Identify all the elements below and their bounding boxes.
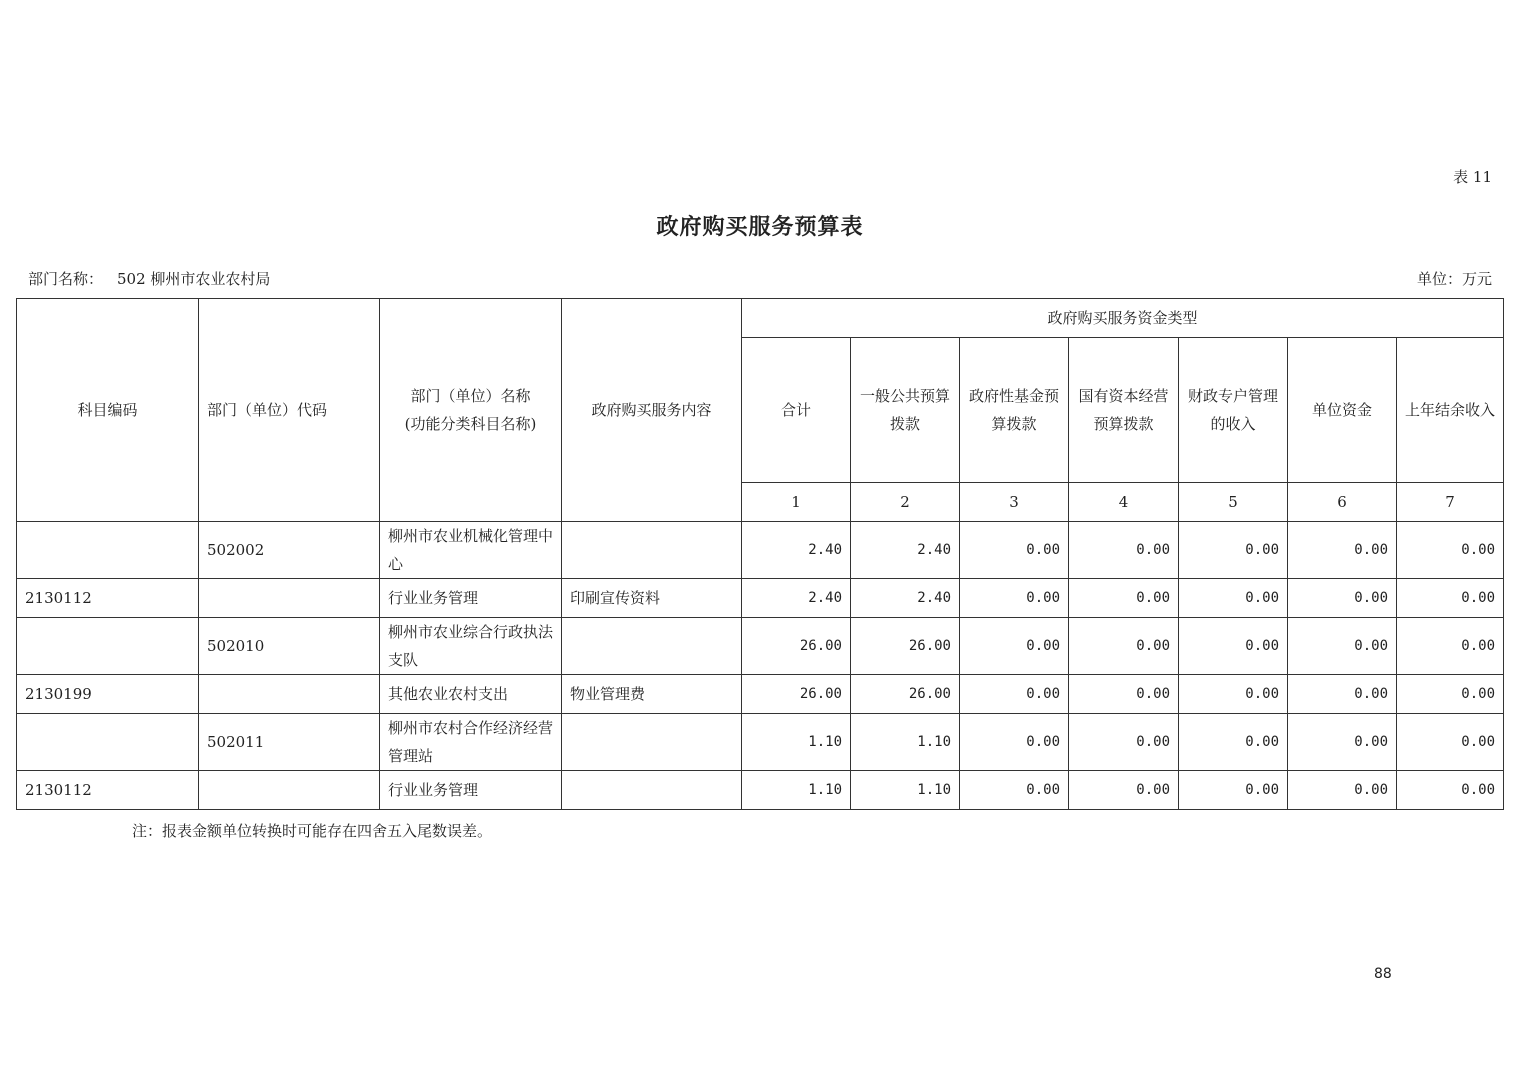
header-dept-name-line2: (功能分类科目名称) [404,415,537,433]
header-col-index: 2 [851,483,960,522]
cell-dept-code: 502010 [199,618,380,675]
cell-amount: 0.00 [1069,522,1179,579]
cell-amount: 0.00 [960,714,1069,771]
header-subject-code: 科目编码 [17,299,199,522]
cell-amount: 1.10 [742,714,851,771]
header-dept-name-line1: 部门（单位）名称 [410,387,531,405]
cell-dept-name: 柳州市农业机械化管理中心 [380,522,562,579]
cell-amount: 26.00 [742,618,851,675]
cell-subject-code: 2130199 [17,675,199,714]
cell-service-content [562,714,742,771]
cell-service-content: 印刷宣传资料 [562,579,742,618]
cell-amount: 0.00 [1397,675,1504,714]
header-dept-code: 部门（单位）代码 [199,299,380,522]
cell-amount: 0.00 [960,579,1069,618]
cell-dept-code [199,579,380,618]
cell-dept-name: 其他农业农村支出 [380,675,562,714]
cell-amount: 0.00 [960,771,1069,810]
unit-label: 单位：万元 [1416,270,1492,288]
department-value: 502 柳州市农业农村局 [117,270,271,288]
cell-amount: 0.00 [1179,579,1288,618]
table-row [17,579,1504,618]
header-col-label: 合计 [742,338,851,483]
table-row [17,522,1504,579]
cell-service-content [562,618,742,675]
cell-amount: 0.00 [1179,618,1288,675]
cell-amount: 0.00 [1288,618,1397,675]
budget-table [16,298,1504,810]
cell-amount: 0.00 [1288,714,1397,771]
table-body [17,522,1504,810]
cell-amount: 0.00 [1179,675,1288,714]
header-col-index: 5 [1179,483,1288,522]
header-col-label: 政府性基金预算拨款 [960,338,1069,483]
cell-amount: 0.00 [1397,579,1504,618]
cell-subject-code: 2130112 [17,771,199,810]
cell-amount: 0.00 [1288,771,1397,810]
cell-amount: 0.00 [960,522,1069,579]
cell-dept-name: 柳州市农村合作经济经营管理站 [380,714,562,771]
cell-amount: 1.10 [851,714,960,771]
cell-amount: 1.10 [851,771,960,810]
department-info [28,268,270,289]
cell-amount: 2.40 [851,579,960,618]
cell-subject-code [17,522,199,579]
header-col-index: 3 [960,483,1069,522]
cell-amount: 2.40 [742,522,851,579]
header-col-index: 7 [1397,483,1504,522]
cell-amount: 0.00 [1069,714,1179,771]
table-row [17,675,1504,714]
cell-dept-name: 行业业务管理 [380,579,562,618]
cell-amount: 2.40 [851,522,960,579]
page-title: 政府购买服务预算表 [656,214,864,240]
cell-amount: 0.00 [1397,771,1504,810]
cell-amount: 0.00 [1397,714,1504,771]
cell-amount: 26.00 [851,675,960,714]
cell-amount: 1.10 [742,771,851,810]
cell-subject-code [17,714,199,771]
cell-amount: 26.00 [851,618,960,675]
cell-subject-code [17,618,199,675]
cell-amount: 0.00 [960,618,1069,675]
cell-service-content: 物业管理费 [562,675,742,714]
cell-amount: 0.00 [1069,675,1179,714]
header-col-label: 单位资金 [1288,338,1397,483]
cell-amount: 0.00 [1288,522,1397,579]
cell-amount: 0.00 [1069,771,1179,810]
cell-service-content [562,771,742,810]
header-col-index: 4 [1069,483,1179,522]
header-col-label: 上年结余收入 [1397,338,1504,483]
cell-amount: 0.00 [1397,618,1504,675]
cell-amount: 26.00 [742,675,851,714]
cell-dept-code [199,675,380,714]
cell-dept-name: 柳州市农业综合行政执法支队 [380,618,562,675]
cell-service-content [562,522,742,579]
header-dept-name [380,299,562,522]
footnote: 注：报表金额单位转换时可能存在四舍五入尾数误差。 [132,822,493,840]
header-col-label: 一般公共预算拨款 [851,338,960,483]
table-number: 表 11 [1453,168,1492,186]
header-col-label: 国有资本经营预算拨款 [1069,338,1179,483]
cell-dept-code [199,771,380,810]
table-row [17,714,1504,771]
cell-amount: 0.00 [1069,579,1179,618]
cell-amount: 0.00 [1179,522,1288,579]
page-number: 88 [1374,966,1392,982]
table-row [17,771,1504,810]
cell-dept-name: 行业业务管理 [380,771,562,810]
cell-amount: 0.00 [1179,714,1288,771]
cell-amount: 0.00 [1288,675,1397,714]
cell-amount: 0.00 [1179,771,1288,810]
cell-amount: 0.00 [960,675,1069,714]
header-fund-type: 政府购买服务资金类型 [742,299,1504,338]
cell-amount: 0.00 [1397,522,1504,579]
cell-amount: 0.00 [1069,618,1179,675]
header-col-label: 财政专户管理的收入 [1179,338,1288,483]
department-label: 部门名称： [28,270,104,288]
header-service-content: 政府购买服务内容 [562,299,742,522]
header-col-index: 1 [742,483,851,522]
cell-subject-code: 2130112 [17,579,199,618]
header-col-index: 6 [1288,483,1397,522]
cell-dept-code: 502011 [199,714,380,771]
cell-dept-code: 502002 [199,522,380,579]
cell-amount: 2.40 [742,579,851,618]
table-row [17,618,1504,675]
cell-amount: 0.00 [1288,579,1397,618]
